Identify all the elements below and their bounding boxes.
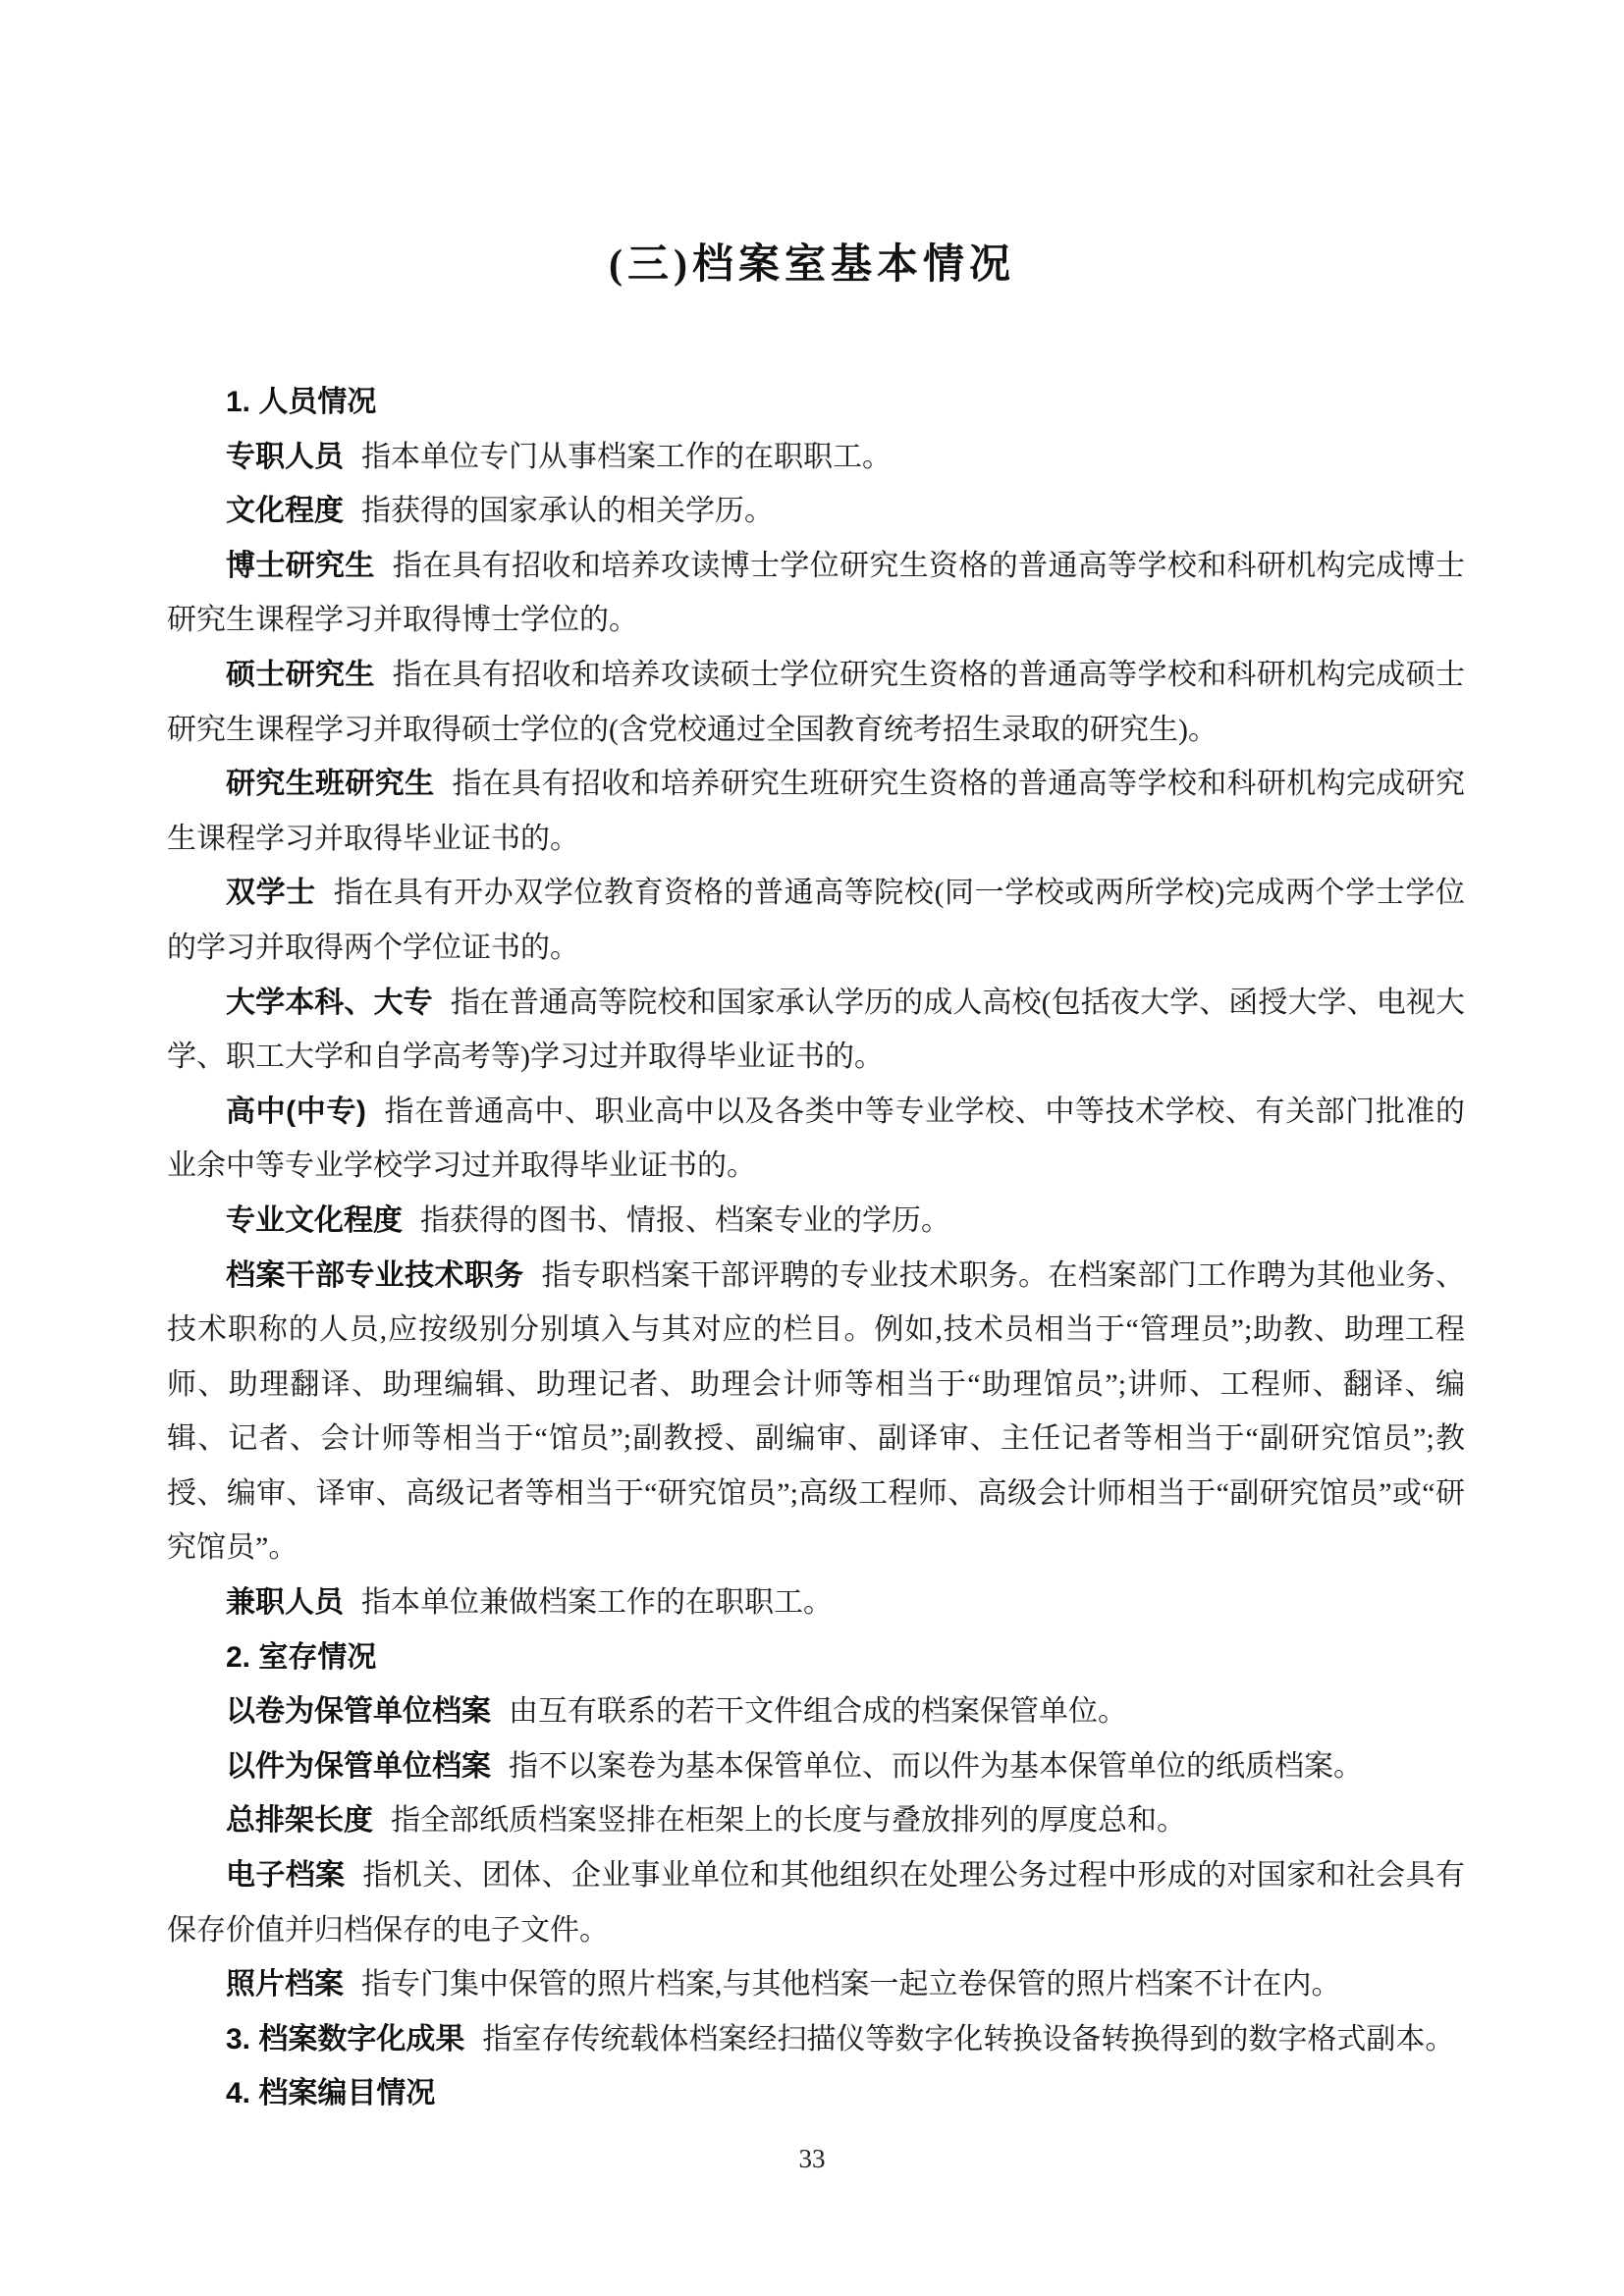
definition-paragraph [167,1848,1465,1957]
definition-term: 高中(中专) [226,1095,366,1128]
definition-term: 专业文化程度 [226,1203,403,1237]
definition-term: 电子档案 [226,1859,346,1893]
definition-paragraph [167,1085,1465,1194]
definition-paragraph [167,757,1465,866]
definition-text: 指全部纸质档案竖排在柜架上的长度与叠放排列的厚度总和。 [391,1804,1186,1838]
definition-term: 文化程度 [226,495,344,528]
section-heading [167,1630,1465,1685]
content-blocks [167,375,1465,2121]
definition-term: 博士研究生 [226,549,375,582]
definition-paragraph [167,1957,1465,2012]
definition-text: 由互有联系的若干文件组合成的档案保管单位。 [509,1695,1127,1729]
definition-paragraph [167,539,1465,648]
definition-text: 指在具有招收和培养研究生班研究生资格的普通高等学校和科研机构完成研究生课程学习并取得毕业证书的。 [167,768,1466,855]
definition-text: 指在普通高等院校和国家承认学历的成人高校(包括夜大学、函授大学、电视大学、职工大学和自学高考等)学习过并取得毕业证书的。 [167,986,1465,1074]
section-heading [167,375,1465,430]
definition-paragraph [167,1249,1465,1576]
definition-text: 指获得的国家承认的相关学历。 [361,495,774,528]
section-heading-label: 4. 档案编目情况 [226,2077,436,2110]
definition-text: 指在普通高中、职业高中以及各类中等专业学校、中等技术学校、有关部门批准的业余中等专业学校学习过并取得毕业证书的。 [167,1095,1466,1183]
definition-term: 3. 档案数字化成果 [226,2022,465,2056]
definition-paragraph [167,2012,1465,2067]
definition-term: 兼职人员 [226,1586,344,1620]
definition-text: 指不以案卷为基本保管单位、而以件为基本保管单位的纸质档案。 [509,1749,1363,1783]
definition-term: 双学士 [226,877,316,910]
definition-paragraph [167,1739,1465,1794]
section-heading-label: 2. 室存情况 [226,1640,377,1674]
definition-text: 指在具有招收和培养攻读博士学位研究生资格的普通高等学校和科研机构完成博士研究生课程学习并取得博士学位的。 [167,549,1465,637]
definition-term: 以卷为保管单位档案 [226,1695,491,1729]
definition-text: 指专职档案干部评聘的专业技术职务。在档案部门工作聘为其他业务、技术职称的人员,应按级别分别填入与其对应的栏目。例如,技术员相当于“管理员”;助教、助理工程师、助理翻译、助理编辑、助理记者、助理会计师等相当于“助理馆员”;讲师、工程师、翻译、编辑、记者、会计师等相当于“馆员”;副教授、副编审、副译审、主任记者等相当于“副研究馆员”;教授、编审、译审、高级记者等相当于“研究馆员”;高级工程师、高级会计师相当于“副研究馆员”或“研究馆员”。 [167,1258,1465,1565]
definition-text: 指本单位专门从事档案工作的在职职工。 [361,440,892,473]
definition-paragraph [167,976,1465,1085]
definition-term: 硕士研究生 [226,658,375,691]
definition-paragraph [167,866,1465,975]
definition-paragraph [167,1684,1465,1739]
definition-term: 照片档案 [226,1968,344,2002]
definition-paragraph [167,1194,1465,1249]
section-heading-label: 1. 人员情况 [226,386,377,418]
definition-paragraph [167,1793,1465,1848]
definition-term: 研究生班研究生 [226,768,435,801]
definition-term: 以件为保管单位档案 [226,1749,491,1783]
definition-text: 指本单位兼做档案工作的在职职工。 [361,1586,833,1620]
definition-text: 指在具有招收和培养攻读硕士学位研究生资格的普通高等学校和科研机构完成硕士研究生课程学习并取得硕士学位的(含党校通过全国教育统考招生录取的研究生)。 [167,658,1465,746]
definition-text: 指获得的图书、情报、档案专业的学历。 [420,1203,950,1237]
document-title: (三)档案室基本情况 [609,242,1015,288]
definition-text: 指机关、团体、企业事业单位和其他组织在处理公务过程中形成的对国家和社会具有保存价值并归档保存的电子文件。 [167,1859,1466,1947]
section-heading [167,2066,1465,2121]
definition-paragraph [167,430,1465,485]
definition-text: 指专门集中保管的照片档案,与其他档案一起立卷保管的照片档案不计在内。 [361,1968,1341,2002]
definition-text: 指在具有开办双学位教育资格的普通高等院校(同一学校或两所学校)完成两个学士学位的学习并取得两个学位证书的。 [167,877,1466,964]
definition-term: 专职人员 [226,440,344,473]
definition-term: 大学本科、大专 [226,986,433,1019]
definition-term: 档案干部专业技术职务 [226,1258,524,1292]
definition-term: 总排架长度 [226,1804,373,1838]
page-number: 33 [798,2144,826,2173]
definition-paragraph [167,1575,1465,1630]
definition-text: 指室存传统载体档案经扫描仪等数字化转换设备转换得到的数字格式副本。 [482,2022,1455,2056]
definition-paragraph [167,648,1465,757]
definition-paragraph [167,484,1465,539]
